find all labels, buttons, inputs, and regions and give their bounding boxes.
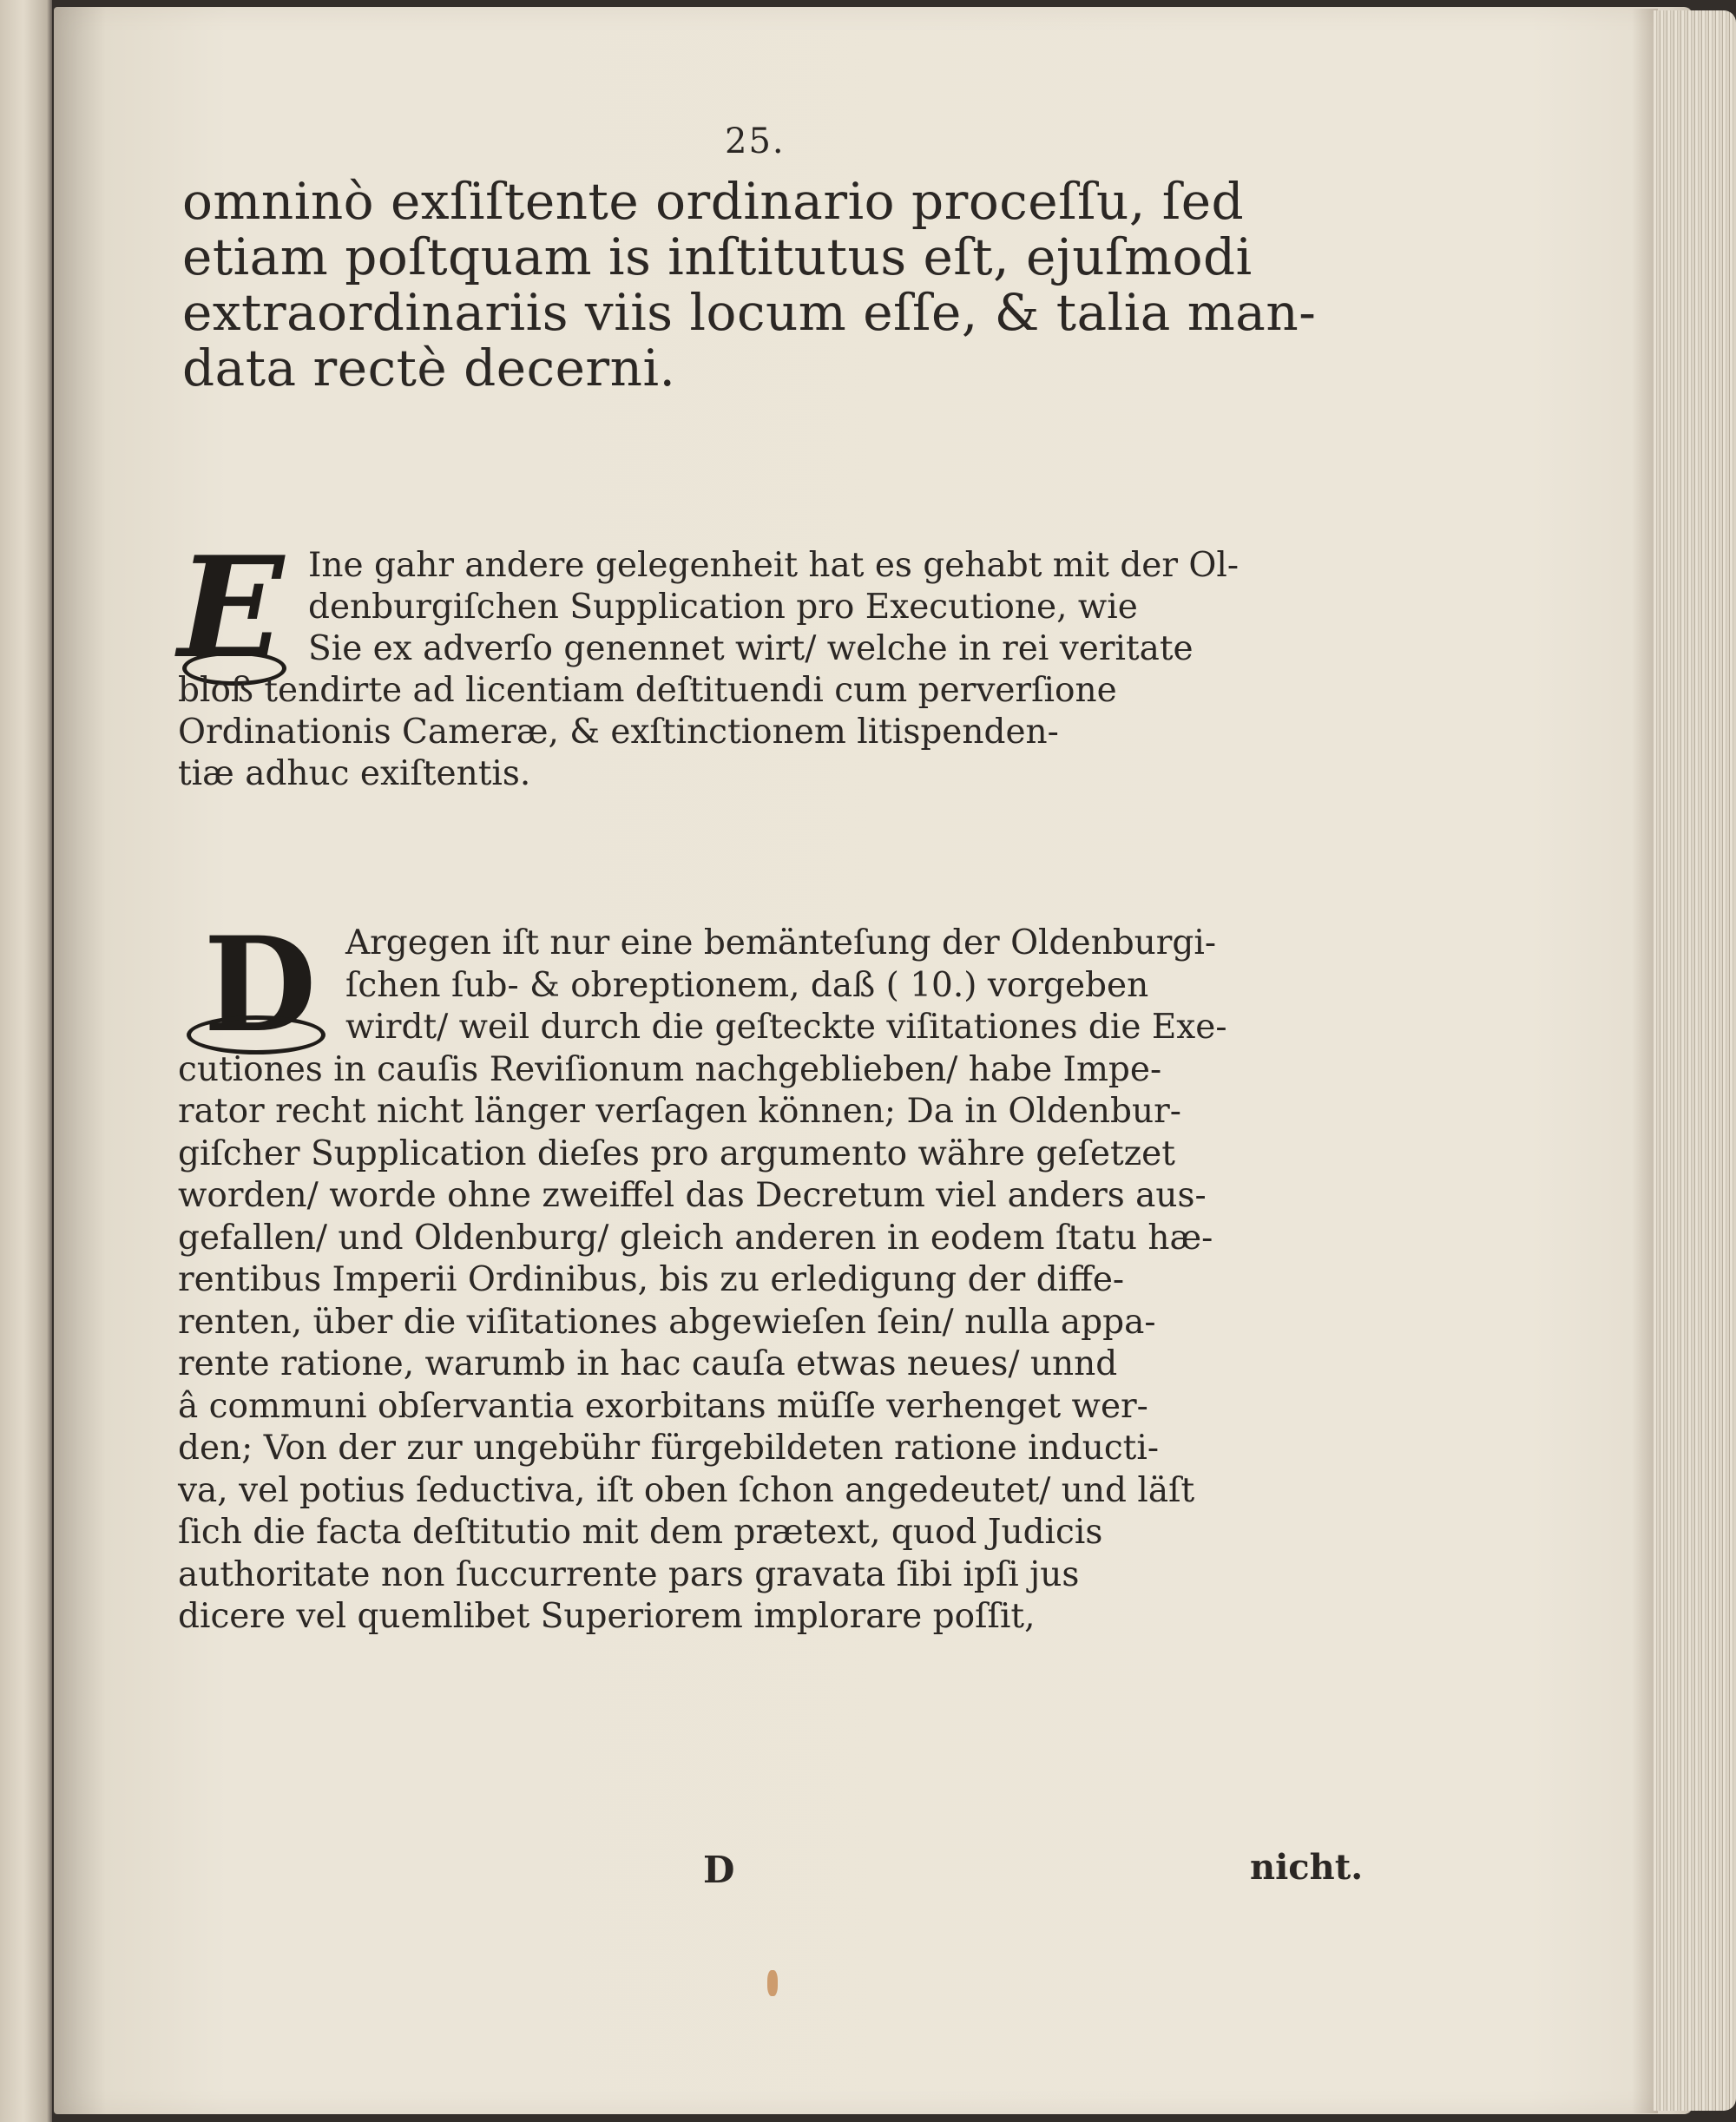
text-line: omninò exſiſtente ordinario proceſſu, ſed xyxy=(182,172,1245,231)
ink-stain xyxy=(767,1970,778,1996)
text-line: ſchen ſub- & obreptionem, daß ( 10.) vorgeben xyxy=(345,965,1149,1005)
text-line: gefallen/ und Oldenburg/ gleich anderen in eodem ſtatu hæ- xyxy=(178,1218,1213,1258)
text-line: Ordinationis Cameræ, & exſtinctionem litispenden- xyxy=(178,713,1059,752)
drop-cap-d: D xyxy=(203,909,317,1061)
text-line: rente ratione, warumb in hac cauſa etwas neues/ unnd xyxy=(178,1344,1118,1383)
left-page-edge xyxy=(0,0,52,2122)
text-line: Argegen iſt nur eine bemänteſung der Oldenburgi- xyxy=(345,923,1217,962)
catchword: nicht. xyxy=(1250,1847,1364,1888)
text-line: denburgiſchen Supplication pro Executione, wie xyxy=(308,588,1138,627)
text-line: den; Von der zur ungebühr fürgebildeten ratione inducti- xyxy=(178,1429,1160,1468)
text-line: va, vel potius ſeductiva, iſt oben ſchon angedeutet/ und läſt xyxy=(178,1470,1195,1510)
text-line: wirdt/ weil durch die geſteckte viſitationes die Exe- xyxy=(345,1008,1227,1047)
catchword-signature: D xyxy=(703,1849,735,1891)
text-line: data rectè decerni. xyxy=(182,338,676,397)
paragraph-2 xyxy=(178,545,1337,795)
text-line: â communi obſervantia exorbitans müſſe verhenget wer- xyxy=(178,1386,1148,1426)
text-line: authoritate non ſuccurrente pars gravata ſibi ipſi jus xyxy=(178,1554,1080,1594)
text-line: etiam poſtquam is inſtitutus eſt, ejuſmodi xyxy=(182,227,1253,286)
text-line: rentibus Imperii Ordinibus, bis zu erledigung der diffe- xyxy=(178,1260,1125,1299)
paragraph-1 xyxy=(182,174,1337,396)
text-line: dicere vel quemlibet Superiorem implorare poſſit, xyxy=(178,1597,1036,1636)
text-line: Sie ex adverſo genennet wirt/ welche in rei veritate xyxy=(308,629,1194,668)
paragraph-3 xyxy=(178,923,1337,1639)
drop-cap-e: E xyxy=(178,526,284,689)
page-stack-edge xyxy=(1654,10,1736,2111)
text-line: bloß tendirte ad licentiam deſtituendi cum perverſione xyxy=(178,671,1117,710)
text-line: rator recht nicht länger verſagen können; Da in Oldenbur- xyxy=(178,1092,1181,1131)
page-number: 25. xyxy=(725,122,786,161)
text-line: giſcher Supplication dieſes pro argumento währe geſetzet xyxy=(178,1133,1175,1173)
text-line: extraordinariis viis locum eſſe, & talia man- xyxy=(182,283,1317,342)
text-line: worden/ worde ohne zweiffel das Decretum viel anders aus- xyxy=(178,1176,1207,1215)
text-line: renten, über die viſitationes abgewieſen ſein/ nulla appa- xyxy=(178,1302,1156,1342)
text-line: cutiones in cauſis Reviſionum nachgeblieben/ habe Impe- xyxy=(178,1049,1162,1089)
text-line: ſich die facta deſtitutio mit dem prætext, quod Judicis xyxy=(178,1513,1103,1552)
text-line: Ine gahr andere gelegenheit hat es gehabt mit der Ol- xyxy=(308,546,1240,585)
text-line: tiæ adhuc exiſtentis. xyxy=(178,754,531,793)
